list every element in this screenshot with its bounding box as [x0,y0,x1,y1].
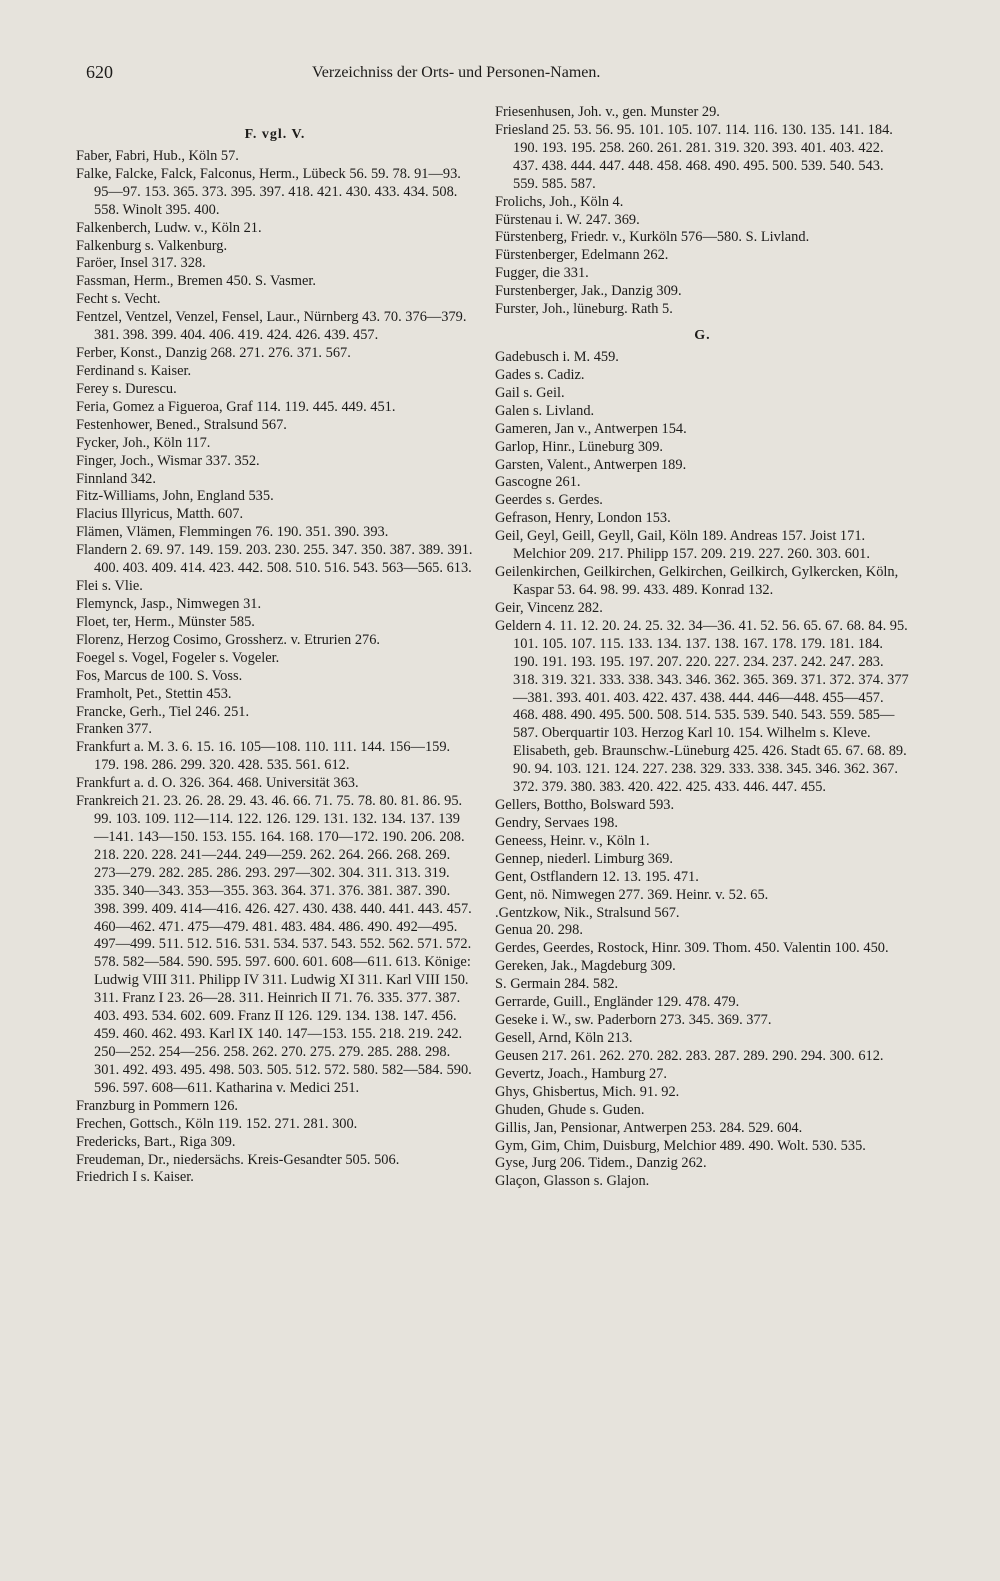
index-entry: Gym, Gim, Chim, Duisburg, Melchior 489. 490. Wolt. 530. 535. [495,1137,866,1154]
index-entry: Frankreich 21. 23. 26. 28. 29. 43. 46. 66. 71. 75. 78. 80. 81. 86. 95. 99. 103. 109. 112—114. 122. 126. 129. 131. 132. 134. 137. 139—141. 143—150. 153. 155. 164. 168. 170—172. 190. 206. 208. 218. 220. 228. 241—244. 249—259. 262. 264. 266. 268. 269. 273—279. 282. 285. 286. 293. 297—302. 304. 311. 313. 319. 335. 340—343. 353—355. 363. 364. 371. 376. 381. 387. 390. 398. 399. 409. 414—416. 426. 427. 430. 438. 440. 441. 443. 457. 460—462. 471. 475—479. 481. 483. 484. 486. 490. 492—495. 497—499. 511. 512. 516. 531. 534. 537. 543. 552. 562. 571. 572. 578. 582—584. 590. 595. 597. 600. 601. 608—611. 613. Könige: Ludwig VIII 311. Philipp IV 311. Ludwig XI 311. Karl VIII 150. 311. Franz I 23. 26—28. 311. Heinrich II 71. 76. 335. 377. 387. 403. 493. 534. 602. 609. Franz II 126. 129. 134. 138. 147. 456. 459. 460. 462. 493. Karl IX 140. 147—153. 155. 218. 219. 242. 250—252. 254—256. 258. 262. 270. 275. 279. 285. 288. 298. 301. 492. 493. 495. 498. 503. 505. 512. 572. 580. 582—584. 590. 596. 597. 608—611. Katharina v. Medici 251. [76,793,472,1096]
index-entry: Flandern 2. 69. 97. 149. 159. 203. 230. 255. 347. 350. 387. 389. 391. 400. 403. 409. 414. 423. 442. 508. 510. 516. 543. 563—565. 613. [76,542,473,577]
index-entry: Geldern 4. 11. 12. 20. 24. 25. 32. 34—36. 41. 52. 56. 65. 67. 68. 84. 95. 101. 105. 107. 115. 133. 134. 137. 138. 167. 178. 179. 181. 184. 190. 191. 193. 195. 197. 207. 220. 227. 234. 237. 242. 247. 283. 318. 319. 321. 333. 338. 343. 346. 362. 365. 369. 371. 372. 374. 377—381. 393. 401. 403. 422. 437. 438. 444. 446—448. 455—457. 468. 488. 490. 495. 500. 508. 514. 535. 539. 540. 543. 559. 585—587. Oberquartir 103. Herzog Karl 10. 154. Wilhelm s. Kleve. Elisabeth, geb. Braunschw.-Lüneburg 425. 426. Stadt 65. 67. 68. 89. 90. 94. 103. 121. 124. 227. 238. 329. 333. 338. 345. 346. 362. 367. 372. 379. 380. 383. 420. 422. 425. 433. 446. 447. 455. [495,617,909,796]
index-entry: Geil, Geyl, Geill, Geyll, Gail, Köln 189. Andreas 157. Joist 171. Melchior 209. 217. Philipp 157. 209. 219. 227. 260. 303. 601. [495,528,870,563]
index-entry: Gail s. Geil. [495,384,565,401]
right-column [495,104,910,1191]
index-entry: Friesland 25. 53. 56. 95. 101. 105. 107. 114. 116. 130. 135. 141. 184. 190. 193. 195. 258. 260. 261. 281. 319. 320. 393. 401. 403. 422. 437. 438. 444. 447. 448. 458. 468. 490. 495. 500. 539. 540. 543. 559. 585. 587. [495,121,893,192]
index-entry: Faber, Fabri, Hub., Köln 57. [76,147,239,164]
index-entry: Gameren, Jan v., Antwerpen 154. [495,420,687,437]
index-entry: Geerdes s. Gerdes. [495,492,603,509]
index-entry: Finnland 342. [76,470,156,487]
index-entry: Ferber, Konst., Danzig 268. 271. 276. 371. 567. [76,345,351,362]
index-entry: Frolichs, Joh., Köln 4. [495,193,624,210]
index-entry: Gefrason, Henry, London 153. [495,510,671,527]
index-entry: Gadebusch i. M. 459. [495,348,619,365]
index-entry: Fugger, die 331. [495,265,589,282]
index-entry: Ghys, Ghisbertus, Mich. 91. 92. [495,1083,680,1100]
index-entry: Gascogne 261. [495,474,581,491]
index-entry: Gellers, Bottho, Bolsward 593. [495,797,675,814]
index-entry: Florenz, Herzog Cosimo, Grossherz. v. Etrurien 276. [76,631,381,648]
index-entry: S. Germain 284. 582. [495,976,619,993]
index-entry: Frechen, Gottsch., Köln 119. 152. 271. 281. 300. [76,1115,358,1132]
index-entry: Garsten, Valent., Antwerpen 189. [495,456,687,473]
index-entry: Frankfurt a. M. 3. 6. 15. 16. 105—108. 110. 111. 144. 156—159. 179. 198. 286. 299. 320. 428. 535. 561. 612. [76,739,451,774]
index-entry: Fassman, Herm., Bremen 450. S. Vasmer. [76,273,316,290]
index-entry: Fos, Marcus de 100. S. Voss. [76,667,243,684]
right-entry-list-f [495,104,910,319]
index-entry: Falkenberch, Ludw. v., Köln 21. [76,219,262,236]
index-entry: Faröer, Insel 317. 328. [76,255,206,272]
index-entry: Gerdes, Geerdes, Rostock, Hinr. 309. Thom. 450. Valentin 100. 450. [495,940,889,957]
index-entry: Gerrarde, Guill., Engländer 129. 478. 479. [495,994,740,1011]
index-entry: Fitz-Williams, John, England 535. [76,488,274,505]
index-entry: Flacius Illyricus, Matth. 607. [76,506,244,523]
index-entry: Gades s. Cadiz. [495,366,585,383]
index-entry: Feria, Gomez a Figueroa, Graf 114. 119. 445. 449. 451. [76,398,396,415]
index-entry: Franzburg in Pommern 126. [76,1097,239,1114]
index-entry: Gevertz, Joach., Hamburg 27. [495,1065,667,1082]
section-heading-g: G. [694,328,711,344]
index-entry: Friesenhusen, Joh. v., gen. Munster 29. [495,104,720,120]
page-header [0,62,1000,86]
index-entry: Fürstenau i. W. 247. 369. [495,211,640,228]
right-entry-list-g [495,349,910,1191]
index-entry: Floet, ter, Herm., Münster 585. [76,613,255,630]
index-entry: Fentzel, Ventzel, Venzel, Fensel, Laur., Nürnberg 43. 70. 376—379. 381. 398. 399. 404. 406. 419. 424. 426. 439. 457. [76,309,467,344]
index-entry: Gennep, niederl. Limburg 369. [495,850,673,867]
index-entry: Genua 20. 298. [495,922,583,939]
index-entry: Fycker, Joh., Köln 117. [76,434,211,451]
index-entry: Gent, nö. Nimwegen 277. 369. Heinr. v. 52. 65. [495,886,769,903]
index-entry: Fürstenberger, Edelmann 262. [495,247,669,264]
index-entry: Ferdinand s. Kaiser. [76,362,192,379]
index-entry: Gyse, Jurg 206. Tidem., Danzig 262. [495,1155,707,1172]
left-entry-list [76,148,474,1187]
running-title: Verzeichniss der Orts- und Personen-Namen. [312,64,601,81]
index-entry: Galen s. Livland. [495,402,595,419]
page-number: 620 [86,62,113,82]
index-entry: Fecht s. Vecht. [76,291,161,308]
index-entry: Franken 377. [76,721,152,738]
index-entry: Foegel s. Vogel, Fogeler s. Vogeler. [76,649,280,666]
index-entry: Ferey s. Durescu. [76,380,177,397]
index-entry: Frankfurt a. d. O. 326. 364. 468. Universität 363. [76,775,359,792]
index-entry: Furstenberger, Jak., Danzig 309. [495,283,682,300]
index-entry: Geir, Vincenz 282. [495,599,603,616]
index-entry: Gillis, Jan, Pensionar, Antwerpen 253. 284. 529. 604. [495,1119,803,1136]
index-entry: .Gentzkow, Nik., Stralsund 567. [495,904,680,921]
index-entry: Falke, Falcke, Falck, Falconus, Herm., Lübeck 56. 59. 78. 91—93. 95—97. 153. 365. 373. 395. 397. 418. 421. 430. 433. 434. 508. 558. Winolt 395. 400. [76,165,461,218]
index-entry: Geilenkirchen, Geilkirchen, Gelkirchen, Geilkirch, Gylkercken, Köln, Kaspar 53. 64. 98. 99. 433. 489. Konrad 132. [495,564,899,598]
index-entry: Fredericks, Bart., Riga 309. [76,1133,236,1150]
index-entry: Falkenburg s. Valkenburg. [76,237,228,254]
index-entry: Geneess, Heinr. v., Köln 1. [495,832,650,849]
index-entry: Ghuden, Ghude s. Guden. [495,1101,645,1118]
index-entry: Garlop, Hinr., Lüneburg 309. [495,438,664,455]
index-entry: Geusen 217. 261. 262. 270. 282. 283. 287. 289. 290. 294. 300. 612. [495,1047,884,1064]
section-heading-f: F. vgl. V. [244,127,306,142]
index-entry: Geseke i. W., sw. Paderborn 273. 345. 369. 377. [495,1012,772,1029]
left-column [76,104,474,1187]
index-entry: Furster, Joh., lüneburg. Rath 5. [495,301,673,318]
index-entry: Finger, Joch., Wismar 337. 352. [76,452,260,469]
index-entry: Festenhower, Bened., Stralsund 567. [76,416,287,433]
index-entry: Flemynck, Jasp., Nimwegen 31. [76,595,262,612]
index-entry: Gereken, Jak., Magdeburg 309. [495,958,676,975]
index-entry: Gendry, Servaes 198. [495,814,618,831]
index-entry: Francke, Gerh., Tiel 246. 251. [76,703,250,720]
index-entry: Flämen, Vlämen, Flemmingen 76. 190. 351. 390. 393. [76,524,389,541]
index-entry: Framholt, Pet., Stettin 453. [76,685,232,702]
index-entry: Gesell, Arnd, Köln 213. [495,1030,633,1047]
index-entry: Freudeman, Dr., niedersächs. Kreis-Gesandter 505. 506. [76,1151,400,1168]
index-entry: Flei s. Vlie. [76,578,143,595]
index-entry: Fürstenberg, Friedr. v., Kurköln 576—580. S. Livland. [495,229,810,246]
index-entry: Friedrich I s. Kaiser. [76,1169,194,1186]
index-entry: Gent, Ostflandern 12. 13. 195. 471. [495,868,699,885]
index-entry: Glaçon, Glasson s. Glajon. [495,1173,650,1190]
